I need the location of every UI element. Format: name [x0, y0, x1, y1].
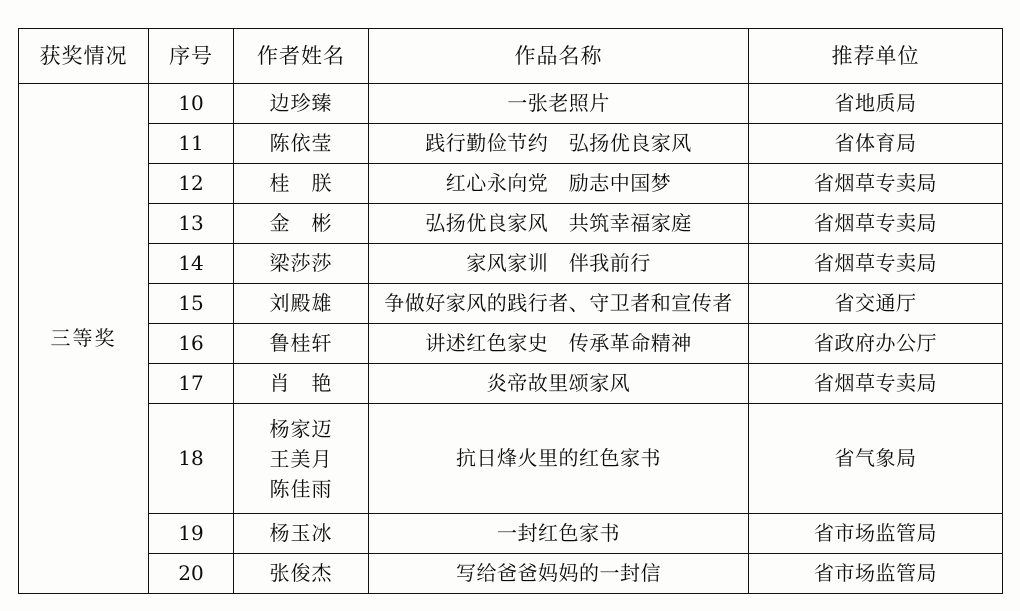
cell-author: 梁莎莎: [234, 244, 369, 284]
table-row: [19, 514, 1003, 554]
cell-title: 家风家训 伴我前行: [369, 244, 749, 284]
table-row: [19, 164, 1003, 204]
cell-author: 肖 艳: [234, 364, 369, 404]
cell-index: 15: [149, 284, 234, 324]
cell-title: 炎帝故里颂家风: [369, 364, 749, 404]
cell-category: 三等奖: [19, 84, 149, 594]
cell-author: 金 彬: [234, 204, 369, 244]
cell-index: 10: [149, 84, 234, 124]
cell-author: 杨玉冰: [234, 514, 369, 554]
cell-title: 讲述红色家史 传承革命精神: [369, 324, 749, 364]
cell-title: 抗日烽火里的红色家书: [369, 404, 749, 514]
cell-title: 写给爸爸妈妈的一封信: [369, 554, 749, 594]
table-row: [19, 204, 1003, 244]
cell-index: 18: [149, 404, 234, 514]
table-row: [19, 364, 1003, 404]
award-results-table: [18, 28, 1003, 594]
header-title: 作品名称: [369, 29, 749, 84]
cell-unit: 省市场监管局: [749, 514, 1003, 554]
cell-author: 桂 朕: [234, 164, 369, 204]
cell-author: 鲁桂轩: [234, 324, 369, 364]
author-name-line: 杨家迈: [269, 416, 333, 441]
header-author: 作者姓名: [234, 29, 369, 84]
cell-author: 刘殿雄: [234, 284, 369, 324]
cell-unit: 省烟草专卖局: [749, 244, 1003, 284]
table-header-row: [19, 29, 1003, 84]
cell-unit: 省政府办公厅: [749, 324, 1003, 364]
table-row: [19, 284, 1003, 324]
table-row: [19, 244, 1003, 284]
cell-title: 红心永向党 励志中国梦: [369, 164, 749, 204]
table-row: [19, 404, 1003, 514]
header-index: 序号: [149, 29, 234, 84]
cell-title: 践行勤俭节约 弘扬优良家风: [369, 124, 749, 164]
cell-unit: 省体育局: [749, 124, 1003, 164]
cell-index: 14: [149, 244, 234, 284]
table-header: [19, 29, 1003, 84]
cell-author: 边珍臻: [234, 84, 369, 124]
cell-title: 争做好家风的践行者、守卫者和宣传者: [369, 284, 749, 324]
header-unit: 推荐单位: [749, 29, 1003, 84]
table-row: [19, 554, 1003, 594]
author-name-line: 王美月: [269, 446, 333, 471]
cell-unit: 省交通厅: [749, 284, 1003, 324]
cell-index: 11: [149, 124, 234, 164]
cell-index: 19: [149, 514, 234, 554]
cell-author: 陈依莹: [234, 124, 369, 164]
cell-index: 13: [149, 204, 234, 244]
header-category: 获奖情况: [19, 29, 149, 84]
cell-index: 16: [149, 324, 234, 364]
cell-title: 一封红色家书: [369, 514, 749, 554]
cell-index: 12: [149, 164, 234, 204]
table-body: [19, 84, 1003, 594]
cell-title: 一张老照片: [369, 84, 749, 124]
cell-unit: 省气象局: [749, 404, 1003, 514]
table-row: [19, 84, 1003, 124]
cell-unit: 省市场监管局: [749, 554, 1003, 594]
table-row: [19, 124, 1003, 164]
cell-index: 17: [149, 364, 234, 404]
cell-index: 20: [149, 554, 234, 594]
cell-unit: 省烟草专卖局: [749, 204, 1003, 244]
cell-title: 弘扬优良家风 共筑幸福家庭: [369, 204, 749, 244]
cell-unit: 省烟草专卖局: [749, 364, 1003, 404]
table-row: [19, 324, 1003, 364]
cell-unit: 省烟草专卖局: [749, 164, 1003, 204]
cell-author: [234, 404, 369, 514]
cell-author: 张俊杰: [234, 554, 369, 594]
cell-unit: 省地质局: [749, 84, 1003, 124]
author-name-line: 陈佳雨: [269, 476, 333, 501]
